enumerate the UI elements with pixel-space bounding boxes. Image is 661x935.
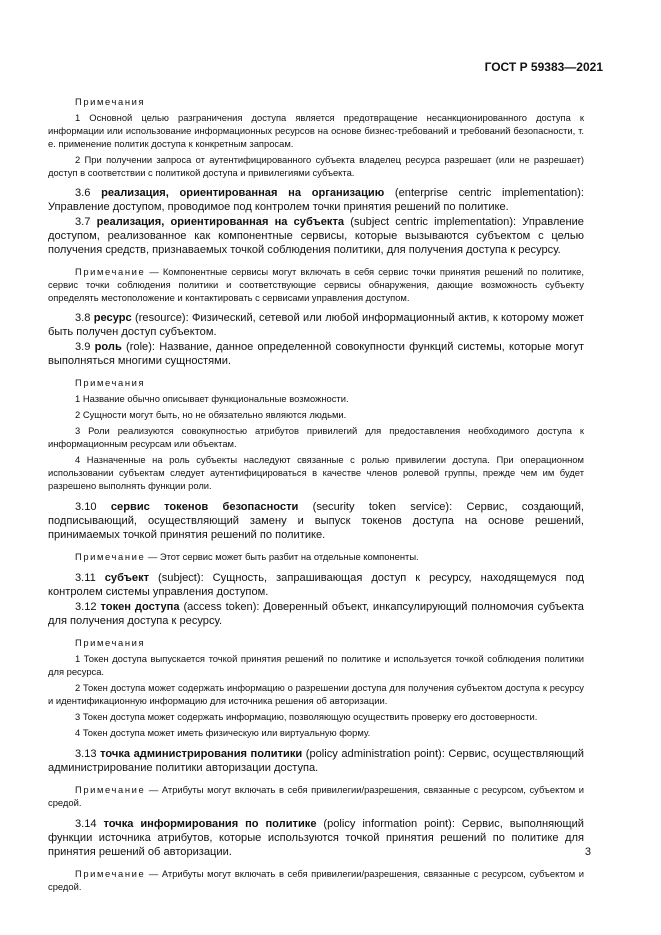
term-3-10	[48, 500, 584, 542]
note-item: 1 Название обычно описывает функциональные возможности.	[75, 393, 349, 404]
term-number: 3.14	[75, 818, 97, 830]
term-definition: (role): Название, данное определенной совокупности функций системы, которые могут выполняться многими сущностями.	[48, 341, 584, 367]
term-3-14	[48, 817, 584, 859]
note-single	[48, 265, 584, 304]
term-title: точка информирования по политике	[103, 818, 317, 830]
note-item: 2 При получении запроса от аутентифицированного субъекта владелец ресурса разрешает (или не разрешает) доступ в соответствии с политикой доступа и привилегиями субъекта.	[48, 154, 584, 178]
note-item: 2 Токен доступа может содержать информацию о разрешении доступа для получения субъектом доступа к ресурсу и идентификационную информацию для источника решения об авторизации.	[48, 682, 584, 706]
note-single	[48, 550, 584, 563]
term-title: токен доступа	[100, 601, 180, 613]
note-label: Примечание	[75, 551, 146, 562]
note-item: 2 Сущности могут быть, но не обязательно являются людьми.	[75, 409, 347, 420]
term-3-13	[48, 747, 584, 775]
term-3-9	[48, 340, 584, 368]
note-item: 3 Роли реализуются совокупностью атрибутов привилегий для предоставления необходимого доступа к информационным ресурсам или объектам.	[48, 425, 584, 449]
note-text: — Этот сервис может быть разбит на отдельные компоненты.	[147, 551, 419, 562]
term-3-12	[48, 600, 584, 628]
term-number: 3.7	[75, 216, 91, 228]
term-title: ресурс	[93, 312, 132, 324]
term-title: субъект	[104, 572, 150, 584]
page-number: 3	[584, 846, 591, 858]
note-text: — Атрибуты могут включать в себя привилегии/разрешения, связанные с ресурсом, субъектом и средой.	[48, 868, 584, 892]
term-title: сервис токенов безопасности	[110, 501, 299, 513]
term-definition: (policy information point): Сервис, выполняющий функции источника атрибутов, которые используются точкой принятия решений по политике для принятия решений об авторизации.	[48, 818, 584, 858]
notes-heading: Примечания	[75, 377, 146, 388]
notes-heading: Примечания	[75, 96, 146, 107]
term-definition: (subject): Сущность, запрашивающая доступ к ресурсу, находящемуся под контролем системы управления доступом.	[48, 572, 584, 598]
note-item: 4 Назначенные на роль субъекты наследуют связанные с ролью привилегии доступа. При операционном использовании субъектам следует аутентифицироваться в качестве членов ролевой группы, прежде чем им будет разрешено выполнять функции роли.	[48, 454, 584, 491]
term-title: роль	[94, 341, 122, 353]
note-item: 4 Токен доступа может иметь физическую или виртуальную форму.	[75, 727, 371, 738]
term-title: реализация, ориентированная на субъекта	[96, 216, 345, 228]
term-definition: (policy administration point): Сервис, осуществляющий администрирование политики авторизации доступа.	[48, 748, 584, 774]
term-3-6	[48, 186, 584, 214]
term-number: 3.8	[75, 312, 91, 324]
term-definition: (subject centric implementation): Управление доступом, реализованное как компонентные сервисы, которые вызываются субъектом с целью получения средств, признаваемых точкой соблюдения политики, для получения доступа к ресурсу.	[48, 216, 584, 256]
note-text: — Атрибуты могут включать в себя привилегии/разрешения, связанные с ресурсом, субъектом и средой.	[48, 784, 584, 808]
note-single	[48, 867, 584, 893]
note-label: Примечание	[75, 266, 146, 277]
notes-heading: Примечания	[75, 637, 146, 648]
term-title: реализация, ориентированная на организацию	[101, 187, 385, 199]
term-definition: (security token service): Сервис, создающий, подписывающий, осуществляющий замену и выпуск токенов доступа на основе решений, принимаемых точкой принятия решений по политике.	[48, 501, 584, 541]
note-label: Примечание	[75, 784, 146, 795]
term-title: точка администрирования политики	[100, 748, 303, 760]
note-text: — Компонентные сервисы могут включать в себя сервис точки принятия решений по политике, сервис точки соблюдения политики и соответствующие сервисы обнаружения, дающие возможность субъекту определять местоположение и контактировать с сервисами управления доступом.	[48, 266, 585, 303]
term-3-8	[48, 311, 584, 339]
note-item: 1 Основной целью разграничения доступа является предотвращение несанкционированного доступа к информации или использование информационных ресурсов на основе бизнес-требований и требований безопасности, т. е. применение политик доступа к конкретным запросам.	[48, 112, 584, 149]
standard-header: ГОСТ Р 59383—2021	[484, 60, 603, 74]
term-number: 3.9	[75, 341, 91, 353]
term-definition: (access token): Доверенный объект, инкапсулирующий полномочия субъекта для получения доступа к ресурсу.	[48, 601, 584, 627]
note-label: Примечание	[75, 868, 146, 879]
term-3-7	[48, 215, 584, 257]
note-item: 3 Токен доступа может содержать информацию, позволяющую осуществить проверку его достоверности.	[75, 711, 538, 722]
term-3-11	[48, 571, 584, 599]
term-number: 3.13	[75, 748, 97, 760]
term-number: 3.12	[75, 601, 97, 613]
term-definition: (resource): Физический, сетевой или любой информационный актив, к которому может быть получен доступ субъектом.	[48, 312, 584, 338]
document-body	[48, 91, 584, 893]
term-number: 3.11	[75, 572, 96, 584]
term-definition: (enterprise centric implementation): Управление доступом, проводимое под контролем точки принятия решений по политике.	[48, 187, 584, 213]
note-single	[48, 783, 584, 809]
note-item: 1 Токен доступа выпускается точкой принятия решений по политике и используется точкой соблюдения политики для ресурса.	[48, 653, 584, 677]
term-number: 3.6	[75, 187, 91, 199]
term-number: 3.10	[75, 501, 97, 513]
